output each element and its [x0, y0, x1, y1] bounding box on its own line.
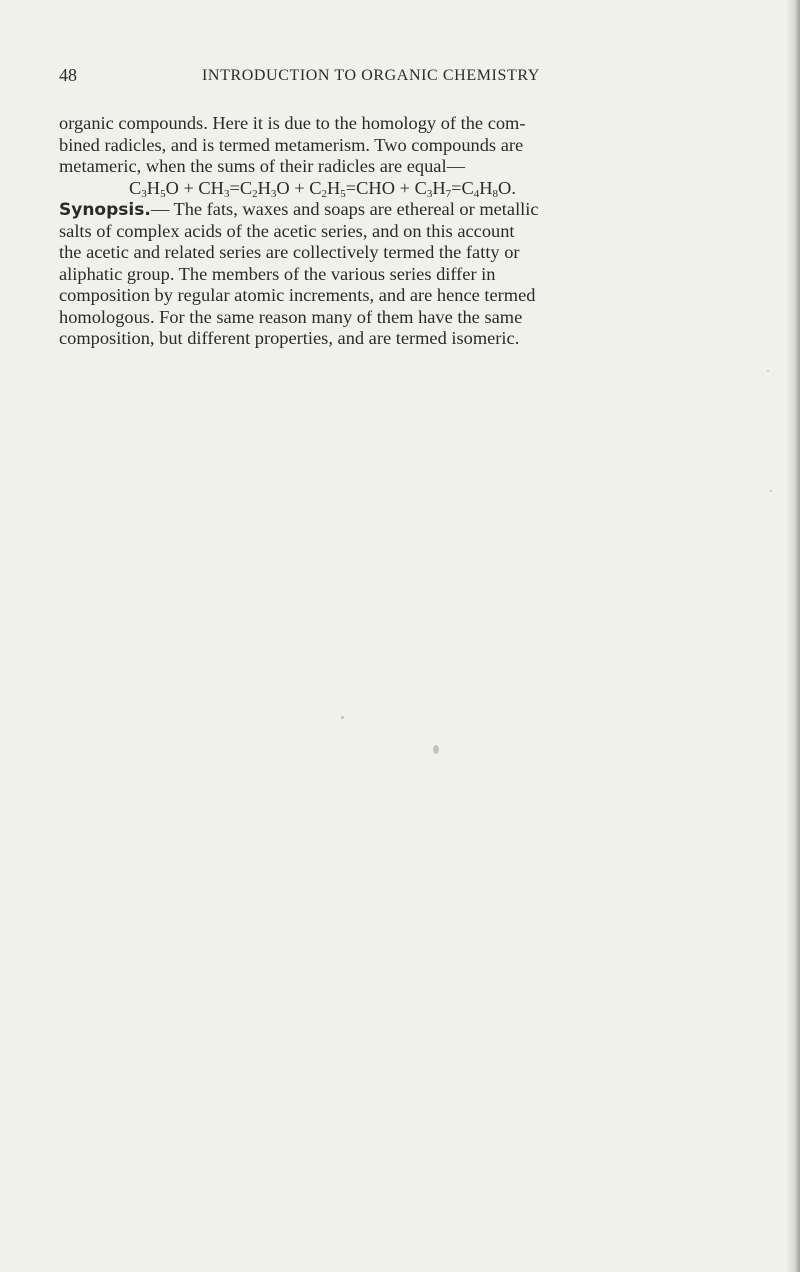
formula-text: =C: [451, 177, 474, 198]
body-line: composition, but different properties, and are termed isomeric.: [59, 328, 520, 348]
scan-speck: [770, 490, 772, 492]
running-head: [59, 63, 659, 87]
formula-text: H: [479, 177, 493, 198]
chemical-formula: [59, 178, 759, 200]
scan-speck: [433, 745, 439, 754]
formula-text: O.: [498, 177, 516, 198]
formula-text: =C: [229, 177, 253, 198]
body-line: aliphatic group. The members of the various series differ in: [59, 263, 496, 284]
formula-text: O + C: [276, 177, 322, 198]
formula-subscript: 2: [321, 187, 328, 200]
formula-subscript: 5: [340, 187, 346, 200]
formula-text: C: [129, 177, 142, 198]
scan-edge-shadow: [786, 0, 800, 1272]
formula-subscript: 3: [223, 187, 230, 200]
body-line: composition by regular atomic increments, and are hence termed: [59, 285, 536, 305]
body-line: organic compounds. Here it is due to the homology of the com-: [59, 113, 526, 133]
formula-text: H: [146, 177, 161, 198]
formula-text: H: [432, 177, 446, 198]
formula-subscript: 3: [141, 187, 147, 200]
body-line: the acetic and related series are collectively termed the fatty or: [59, 242, 520, 262]
body-line: metameric, when the sums of their radicles are equal—: [59, 156, 465, 176]
formula-subscript: 3: [426, 187, 433, 200]
formula-subscript: 4: [473, 187, 480, 200]
formula-text: H: [327, 177, 341, 198]
body-line: bined radicles, and is termed metamerism. Two compounds are: [59, 134, 524, 155]
synopsis-first-text: — The fats, waxes and soaps are ethereal or metallic: [150, 199, 539, 219]
formula-text: H: [257, 177, 271, 198]
formula-subscript: 2: [252, 187, 258, 200]
formula-subscript: 3: [270, 187, 277, 200]
formula-text: =CHO + C: [345, 177, 427, 198]
synopsis-line: [59, 199, 759, 221]
body-line: homologous. For the same reason many of them have the same: [59, 306, 523, 327]
scan-speck: [341, 716, 344, 719]
formula-subscript: 8: [492, 187, 499, 200]
formula-text: O + CH: [165, 177, 224, 198]
body-text: [59, 113, 759, 350]
scan-speck: [767, 370, 769, 372]
synopsis-label: Synopsis.: [59, 200, 151, 220]
body-line: salts of complex acids of the acetic series, and on this account: [59, 220, 515, 241]
formula-subscript: 5: [160, 187, 166, 200]
page-number: 48: [59, 65, 77, 85]
running-title: INTRODUCTION TO ORGANIC CHEMISTRY: [202, 67, 540, 84]
formula-subscript: 7: [445, 187, 452, 200]
